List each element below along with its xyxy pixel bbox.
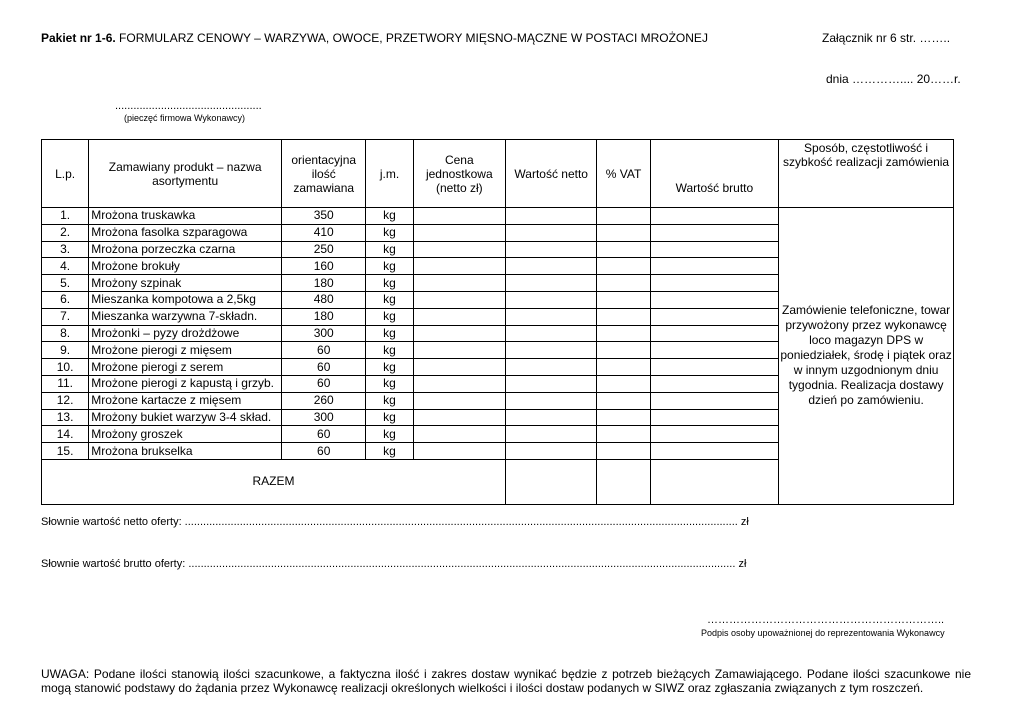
lp-cell: 12. bbox=[42, 392, 89, 409]
unit-cell: kg bbox=[366, 426, 413, 443]
lp-cell: 2. bbox=[42, 224, 89, 241]
unit-price-cell bbox=[413, 275, 505, 292]
stamp-line: ................................................ bbox=[115, 100, 262, 112]
product-cell: Mrożona porzeczka czarna bbox=[89, 241, 282, 258]
vat-cell bbox=[597, 291, 650, 308]
vat-cell bbox=[597, 375, 650, 392]
unit-cell: kg bbox=[366, 325, 413, 342]
net-value-cell bbox=[506, 359, 597, 376]
vat-cell bbox=[597, 426, 650, 443]
product-cell: Mrożona truskawka bbox=[89, 208, 282, 225]
net-value-cell bbox=[506, 258, 597, 275]
net-value-cell bbox=[506, 224, 597, 241]
attachment-label: Załącznik nr 6 str. …….. bbox=[822, 31, 951, 45]
lp-cell: 4. bbox=[42, 258, 89, 275]
unit-cell: kg bbox=[366, 291, 413, 308]
unit-price-cell bbox=[413, 426, 505, 443]
unit-cell: kg bbox=[366, 308, 413, 325]
unit-price-cell bbox=[413, 325, 505, 342]
gross-value-cell bbox=[650, 308, 779, 325]
unit-cell: kg bbox=[366, 409, 413, 426]
col-header-net-value: Wartość netto bbox=[506, 140, 597, 208]
net-value-cell bbox=[506, 325, 597, 342]
qty-cell: 250 bbox=[282, 241, 366, 258]
col-header-gross-value: Wartość brutto bbox=[650, 140, 779, 208]
lp-cell: 13. bbox=[42, 409, 89, 426]
package-number: Pakiet nr 1-6. bbox=[41, 31, 116, 45]
net-value-cell bbox=[506, 342, 597, 359]
vat-cell bbox=[597, 342, 650, 359]
product-cell: Mrożone kartacze z mięsem bbox=[89, 392, 282, 409]
qty-cell: 480 bbox=[282, 291, 366, 308]
product-cell: Mrożone brokuły bbox=[89, 258, 282, 275]
net-value-cell bbox=[506, 409, 597, 426]
header-row bbox=[42, 140, 954, 208]
vat-cell bbox=[597, 275, 650, 292]
unit-price-cell bbox=[413, 208, 505, 225]
col-header-unit-price: Cena jednostkowa (netto zł) bbox=[413, 140, 505, 208]
net-value-cell bbox=[506, 208, 597, 225]
product-cell: Mrożona brukselka bbox=[89, 443, 282, 460]
net-value-cell bbox=[506, 443, 597, 460]
unit-cell: kg bbox=[366, 375, 413, 392]
unit-price-cell bbox=[413, 359, 505, 376]
gross-value-cell bbox=[650, 241, 779, 258]
unit-cell: kg bbox=[366, 241, 413, 258]
gross-value-cell bbox=[650, 426, 779, 443]
unit-price-cell bbox=[413, 409, 505, 426]
lp-cell: 3. bbox=[42, 241, 89, 258]
unit-cell: kg bbox=[366, 392, 413, 409]
qty-cell: 350 bbox=[282, 208, 366, 225]
vat-cell bbox=[597, 241, 650, 258]
product-cell: Mieszanka kompotowa a 2,5kg bbox=[89, 291, 282, 308]
col-header-product: Zamawiany produkt – nazwa asortymentu bbox=[89, 140, 282, 208]
lp-cell: 11. bbox=[42, 375, 89, 392]
col-header-vat: % VAT bbox=[597, 140, 650, 208]
col-header-ordering: Sposób, częstotliwość i szybkość realizacji zamówienia bbox=[779, 140, 954, 208]
gross-value-cell bbox=[650, 375, 779, 392]
col-header-unit: j.m. bbox=[366, 140, 413, 208]
signature-caption: Podpis osoby upoważnionej do reprezentowania Wykonawcy bbox=[701, 628, 945, 638]
gross-value-cell bbox=[650, 392, 779, 409]
gross-value-cell bbox=[650, 443, 779, 460]
stamp-caption: (pieczęć firmowa Wykonawcy) bbox=[124, 113, 245, 123]
col-header-qty: orientacyjna ilość zamawiana bbox=[282, 140, 366, 208]
vat-cell bbox=[597, 443, 650, 460]
product-cell: Mrożony groszek bbox=[89, 426, 282, 443]
table-row bbox=[42, 208, 954, 225]
lp-cell: 10. bbox=[42, 359, 89, 376]
disclaimer-note: UWAGA: Podane ilości stanowią ilości szacunkowe, a faktyczna ilość i zakres dostaw wynikać będzie z potrzeb bieżących Zamawiającego. Podane ilości szacunkowe nie mogą stanowić podstawy do żądania przez Wykonawcę realizacji określonych wielkości i ilości dostaw podanych w SIWZ oraz zgłaszania związanych z tym roszczeń. bbox=[41, 667, 971, 695]
gross-value-cell bbox=[650, 275, 779, 292]
net-value-cell bbox=[506, 426, 597, 443]
unit-cell: kg bbox=[366, 359, 413, 376]
lp-cell: 14. bbox=[42, 426, 89, 443]
ordering-note: Zamówienie telefoniczne, towar przywożony przez wykonawcę loco magazyn DPS w poniedziałek, środę i piątek oraz w innym uzgodnionym dniu tygodnia. Realizacja dostawy dzień po zamówieniu. bbox=[779, 208, 954, 505]
net-value-cell bbox=[506, 275, 597, 292]
total-vat-cell bbox=[597, 459, 650, 504]
gross-value-cell bbox=[650, 224, 779, 241]
qty-cell: 180 bbox=[282, 275, 366, 292]
date-line: dnia ………….... 20……r. bbox=[826, 72, 961, 86]
vat-cell bbox=[597, 224, 650, 241]
lp-cell: 7. bbox=[42, 308, 89, 325]
gross-value-cell bbox=[650, 291, 779, 308]
net-value-in-words: Słownie wartość netto oferty: ..................................................................................................................................................................................... zł bbox=[41, 516, 749, 528]
qty-cell: 300 bbox=[282, 325, 366, 342]
product-cell: Mrożone pierogi z serem bbox=[89, 359, 282, 376]
unit-cell: kg bbox=[366, 224, 413, 241]
qty-cell: 60 bbox=[282, 426, 366, 443]
gross-value-cell bbox=[650, 342, 779, 359]
unit-cell: kg bbox=[366, 443, 413, 460]
lp-cell: 1. bbox=[42, 208, 89, 225]
unit-price-cell bbox=[413, 258, 505, 275]
product-cell: Mrożone pierogi z kapustą i grzyb. bbox=[89, 375, 282, 392]
gross-value-cell bbox=[650, 208, 779, 225]
net-value-cell bbox=[506, 308, 597, 325]
lp-cell: 8. bbox=[42, 325, 89, 342]
vat-cell bbox=[597, 208, 650, 225]
vat-cell bbox=[597, 325, 650, 342]
qty-cell: 60 bbox=[282, 443, 366, 460]
qty-cell: 260 bbox=[282, 392, 366, 409]
form-title bbox=[41, 31, 708, 45]
total-label: RAZEM bbox=[42, 459, 506, 504]
net-value-cell bbox=[506, 375, 597, 392]
signature-line: ……………………………………………………….. bbox=[707, 614, 945, 626]
vat-cell bbox=[597, 409, 650, 426]
unit-price-cell bbox=[413, 241, 505, 258]
net-value-cell bbox=[506, 291, 597, 308]
form-title-text: FORMULARZ CENOWY – WARZYWA, OWOCE, PRZETWORY MIĘSNO-MĄCZNE W POSTACI MROŻONEJ bbox=[115, 31, 708, 45]
price-form-table bbox=[41, 139, 954, 505]
qty-cell: 180 bbox=[282, 308, 366, 325]
unit-price-cell bbox=[413, 375, 505, 392]
gross-value-in-words: Słownie wartość brutto oferty: ................................................................................................................................................................................... zł bbox=[41, 558, 747, 570]
net-value-cell bbox=[506, 392, 597, 409]
product-cell: Mrożony szpinak bbox=[89, 275, 282, 292]
product-cell: Mrożonki – pyzy drożdżowe bbox=[89, 325, 282, 342]
vat-cell bbox=[597, 359, 650, 376]
vat-cell bbox=[597, 308, 650, 325]
unit-price-cell bbox=[413, 392, 505, 409]
lp-cell: 5. bbox=[42, 275, 89, 292]
qty-cell: 60 bbox=[282, 375, 366, 392]
unit-cell: kg bbox=[366, 342, 413, 359]
product-cell: Mieszanka warzywna 7-składn. bbox=[89, 308, 282, 325]
unit-price-cell bbox=[413, 224, 505, 241]
unit-price-cell bbox=[413, 291, 505, 308]
qty-cell: 300 bbox=[282, 409, 366, 426]
gross-value-cell bbox=[650, 325, 779, 342]
col-header-lp: L.p. bbox=[42, 140, 89, 208]
unit-price-cell bbox=[413, 443, 505, 460]
gross-value-cell bbox=[650, 258, 779, 275]
product-cell: Mrożona fasolka szparagowa bbox=[89, 224, 282, 241]
gross-value-cell bbox=[650, 409, 779, 426]
unit-price-cell bbox=[413, 308, 505, 325]
vat-cell bbox=[597, 392, 650, 409]
total-gross-cell bbox=[650, 459, 779, 504]
product-cell: Mrożony bukiet warzyw 3-4 skład. bbox=[89, 409, 282, 426]
vat-cell bbox=[597, 258, 650, 275]
lp-cell: 9. bbox=[42, 342, 89, 359]
lp-cell: 6. bbox=[42, 291, 89, 308]
qty-cell: 160 bbox=[282, 258, 366, 275]
unit-cell: kg bbox=[366, 275, 413, 292]
product-cell: Mrożone pierogi z mięsem bbox=[89, 342, 282, 359]
qty-cell: 60 bbox=[282, 359, 366, 376]
qty-cell: 410 bbox=[282, 224, 366, 241]
total-net-cell bbox=[506, 459, 597, 504]
lp-cell: 15. bbox=[42, 443, 89, 460]
qty-cell: 60 bbox=[282, 342, 366, 359]
unit-price-cell bbox=[413, 342, 505, 359]
unit-cell: kg bbox=[366, 258, 413, 275]
unit-cell: kg bbox=[366, 208, 413, 225]
net-value-cell bbox=[506, 241, 597, 258]
gross-value-cell bbox=[650, 359, 779, 376]
